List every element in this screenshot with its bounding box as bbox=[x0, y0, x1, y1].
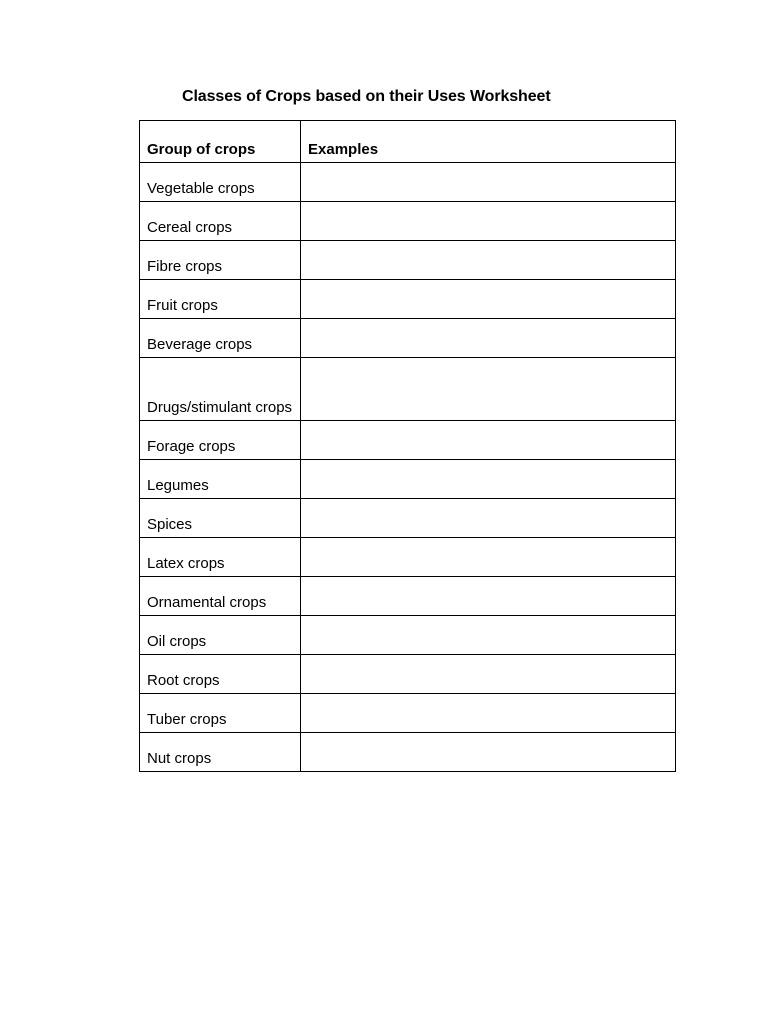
crop-group-cell: Vegetable crops bbox=[140, 163, 301, 202]
column-header-examples: Examples bbox=[301, 121, 676, 163]
examples-cell[interactable] bbox=[301, 694, 676, 733]
crop-group-cell: Drugs/stimulant crops bbox=[140, 358, 301, 421]
crop-group-cell: Nut crops bbox=[140, 733, 301, 772]
table-row bbox=[140, 460, 676, 499]
crop-group-cell: Root crops bbox=[140, 655, 301, 694]
crop-group-cell: Spices bbox=[140, 499, 301, 538]
table-row bbox=[140, 421, 676, 460]
examples-cell[interactable] bbox=[301, 538, 676, 577]
crop-group-cell: Ornamental crops bbox=[140, 577, 301, 616]
column-header-group: Group of crops bbox=[140, 121, 301, 163]
examples-cell[interactable] bbox=[301, 616, 676, 655]
table-row bbox=[140, 202, 676, 241]
examples-cell[interactable] bbox=[301, 499, 676, 538]
examples-cell[interactable] bbox=[301, 202, 676, 241]
table-row bbox=[140, 241, 676, 280]
table-row bbox=[140, 694, 676, 733]
crop-group-cell: Fibre crops bbox=[140, 241, 301, 280]
table-row bbox=[140, 163, 676, 202]
examples-cell[interactable] bbox=[301, 421, 676, 460]
crop-group-cell: Cereal crops bbox=[140, 202, 301, 241]
examples-cell[interactable] bbox=[301, 460, 676, 499]
table-row bbox=[140, 733, 676, 772]
table-row bbox=[140, 577, 676, 616]
examples-cell[interactable] bbox=[301, 163, 676, 202]
examples-cell[interactable] bbox=[301, 358, 676, 421]
examples-cell[interactable] bbox=[301, 577, 676, 616]
examples-cell[interactable] bbox=[301, 241, 676, 280]
crops-table bbox=[139, 120, 676, 772]
crop-group-cell: Fruit crops bbox=[140, 280, 301, 319]
crop-group-cell: Legumes bbox=[140, 460, 301, 499]
crop-group-cell: Beverage crops bbox=[140, 319, 301, 358]
examples-cell[interactable] bbox=[301, 319, 676, 358]
crop-group-cell: Forage crops bbox=[140, 421, 301, 460]
table-row bbox=[140, 358, 676, 421]
table-header-row bbox=[140, 121, 676, 163]
table-row bbox=[140, 538, 676, 577]
table-row bbox=[140, 616, 676, 655]
worksheet-title: Classes of Crops based on their Uses Worksheet bbox=[182, 88, 551, 105]
crop-group-cell: Tuber crops bbox=[140, 694, 301, 733]
table-row bbox=[140, 655, 676, 694]
examples-cell[interactable] bbox=[301, 655, 676, 694]
table-row bbox=[140, 280, 676, 319]
table-row bbox=[140, 499, 676, 538]
crop-group-cell: Oil crops bbox=[140, 616, 301, 655]
examples-cell[interactable] bbox=[301, 733, 676, 772]
table-row bbox=[140, 319, 676, 358]
examples-cell[interactable] bbox=[301, 280, 676, 319]
crop-group-cell: Latex crops bbox=[140, 538, 301, 577]
